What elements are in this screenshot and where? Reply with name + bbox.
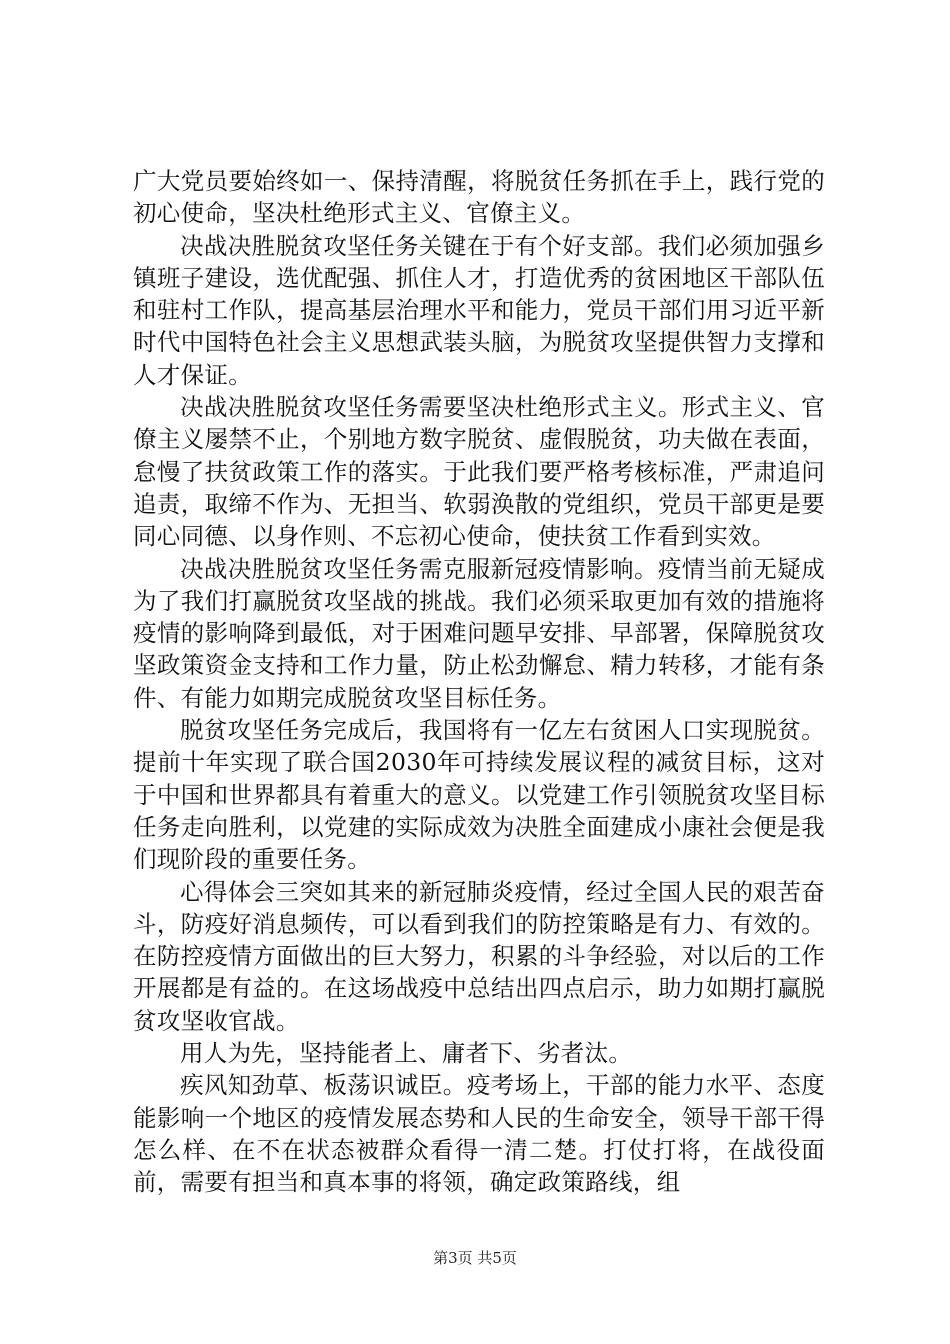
- paragraph-8: 疾风知劲草、板荡识诚臣。疫考场上，干部的能力水平、态度能影响一个地区的疫情发展态势和人民的生命安全，领导干部干得怎么样、在不在状态被群众看得一清二楚。打仗打将，在战役面前，需要有担当和真本事的将领，确定政策路线，组: [133, 1071, 825, 1197]
- page-number-label: 第3页 共5页: [433, 1249, 517, 1267]
- paragraph-1: 广大党员要始终如一、保持清醒，将脱贫任务抓在手上，践行党的初心使命，坚决杜绝形式主义、官僚主义。: [133, 167, 825, 228]
- paragraph-4: 决战决胜脱贫攻坚任务需克服新冠疫情影响。疫情当前无疑成为了我们打赢脱贫攻坚战的挑战。我们必须采取更加有效的措施将疫情的影响降到最低，对于困难问题早安排、早部署，保障脱贫攻坚政策资金支持和工作力量，防止松劲懈怠、精力转移，才能有条件、有能力如期完成脱贫攻坚目标任务。: [133, 554, 825, 712]
- paragraph-3: 决战决胜脱贫攻坚任务需要坚决杜绝形式主义。形式主义、官僚主义屡禁不止，个别地方数字脱贫、虚假脱贫，功夫做在表面，怠慢了扶贫政策工作的落实。于此我们要严格考核标准，严肃追问追责，取缔不作为、无担当、软弱涣散的党组织，党员干部更是要同心同德、以身作则、不忘初心使命，使扶贫工作看到实效。: [133, 393, 825, 551]
- paragraph-2: 决战决胜脱贫攻坚任务关键在于有个好支部。我们必须加强乡镇班子建设，选优配强、抓住人才，打造优秀的贫困地区干部队伍和驻村工作队，提高基层治理水平和能力，党员干部们用习近平新时代中国特色社会主义思想武装头脑，为脱贫攻坚提供智力支撑和人才保证。: [133, 231, 825, 389]
- paragraph-6: 心得体会三突如其来的新冠肺炎疫情，经过全国人民的艰苦奋斗，防疫好消息频传，可以看到我们的防控策略是有力、有效的。在防控疫情方面做出的巨大努力，积累的斗争经验，对以后的工作开展都是有益的。在这场战疫中总结出四点启示，助力如期打赢脱贫攻坚收官战。: [133, 877, 825, 1035]
- page-footer: [0, 1248, 950, 1268]
- document-body: [133, 165, 825, 1199]
- paragraph-7: 用人为先，坚持能者上、庸者下、劣者汰。: [180, 1039, 633, 1068]
- paragraph-5: 脱贫攻坚任务完成后，我国将有一亿左右贫困人口实现脱贫。提前十年实现了联合国2030年可持续发展议程的减贫目标，这对于中国和世界都具有着重大的意义。以党建工作引领脱贫攻坚目标任务走向胜利，以党建的实际成效为决胜全面建成小康社会便是我们现阶段的重要任务。: [133, 716, 825, 874]
